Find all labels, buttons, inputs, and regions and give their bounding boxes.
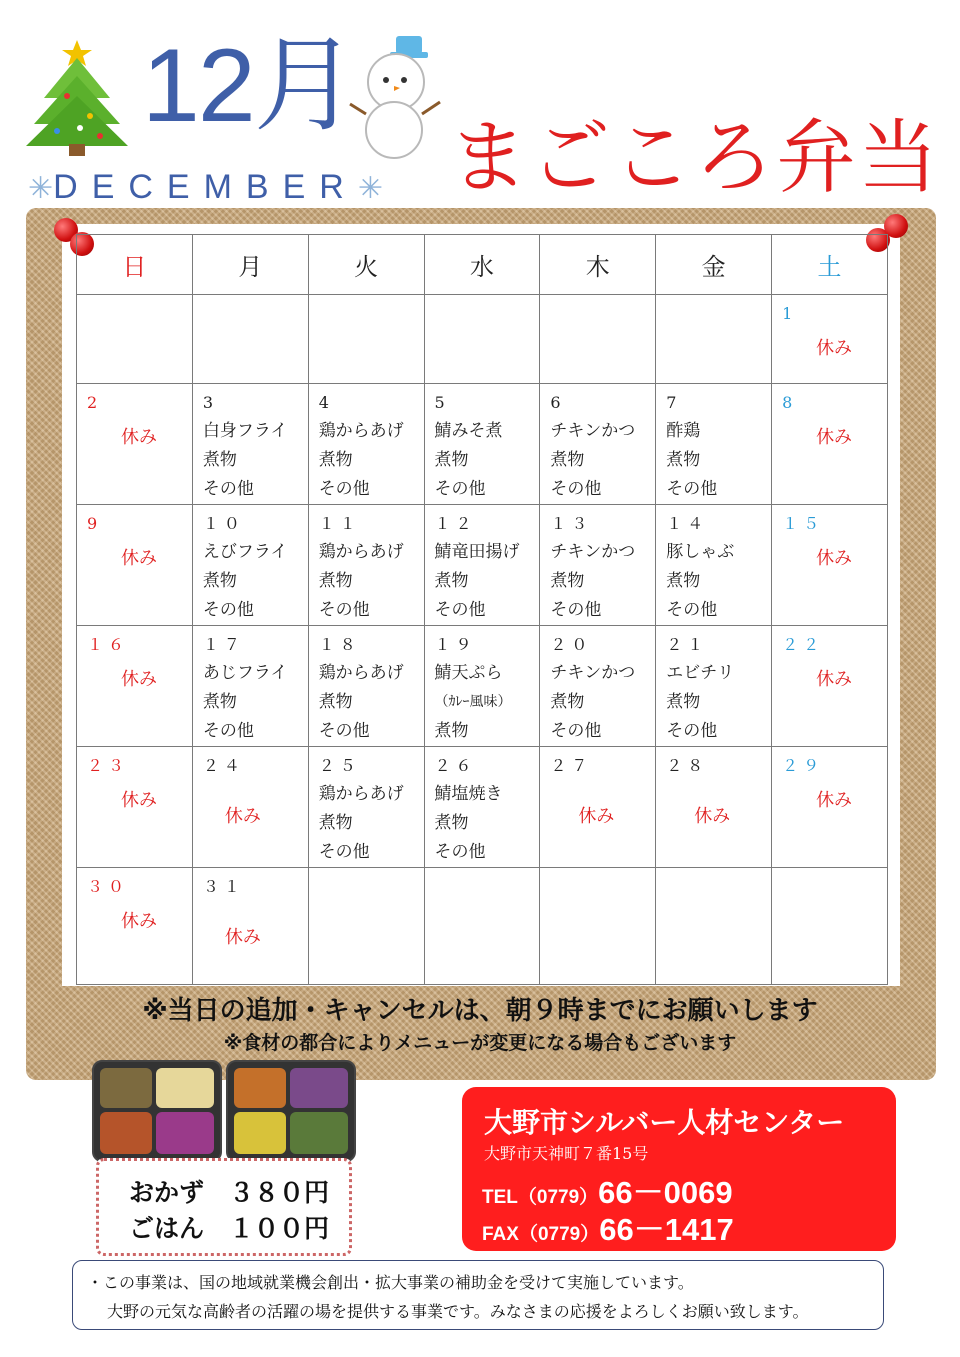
- menu-item: 煮物: [550, 692, 585, 712]
- day-number: ２２: [782, 635, 825, 654]
- day-number: １１: [318, 514, 361, 533]
- closed-label: 休み: [121, 669, 157, 690]
- snowflake-icon: ✳: [28, 172, 54, 205]
- weekday-1: 月: [192, 235, 308, 295]
- calendar-day-cell: [424, 747, 540, 868]
- snowman-icon: [344, 30, 444, 160]
- calendar-day-cell: [540, 295, 656, 384]
- calendar-day-cell: [192, 868, 308, 985]
- menu-item: 煮物: [202, 692, 237, 712]
- calendar-day-cell: [308, 295, 424, 384]
- menu-item: 煮物: [318, 813, 353, 833]
- calendar-day-cell: [77, 505, 193, 626]
- menu-item: その他: [318, 721, 370, 741]
- day-number: １５: [782, 514, 825, 533]
- day-number: ２５: [318, 756, 361, 775]
- calendar-day-cell: [656, 384, 772, 505]
- day-number: 6: [550, 393, 566, 412]
- info-line-1: ・この事業は、国の地域就業機会創出・拡大事業の補助金を受けて実施しています。: [87, 1273, 694, 1292]
- day-number: ３０: [87, 877, 130, 896]
- menu-item: 煮物: [434, 813, 469, 833]
- day-number: 4: [318, 393, 334, 412]
- closed-label: 休み: [694, 806, 731, 827]
- info-line-2: 大野の元気な高齢者の活躍の場を提供する事業です。みなさまの応援をよろしくお願い致します。: [107, 1302, 809, 1321]
- day-number: １９: [434, 635, 477, 654]
- fax-line: FAX（0779）66－1417: [482, 1212, 734, 1247]
- calendar-day-cell: [424, 295, 540, 384]
- menu-item: その他: [318, 479, 370, 499]
- day-number: １８: [318, 635, 361, 654]
- day-number: １７: [202, 635, 245, 654]
- calendar-day-cell: [540, 747, 656, 868]
- calendar-day-cell: [308, 505, 424, 626]
- calendar-day-cell: [192, 747, 308, 868]
- calendar-day-cell: [772, 384, 888, 505]
- calendar-day-cell: [656, 295, 772, 384]
- price-okazu: おかず ３８０円: [129, 1178, 330, 1207]
- menu-item: その他: [434, 479, 486, 499]
- calendar-day-cell: [192, 505, 308, 626]
- closed-label: 休み: [121, 427, 157, 448]
- menu-item: その他: [202, 600, 254, 620]
- menu-item: その他: [202, 479, 254, 499]
- menu-item: チキンかつ: [550, 421, 636, 441]
- day-number: ２４: [202, 756, 245, 775]
- calendar-week: [77, 868, 888, 985]
- menu-item: 鶏からあげ: [318, 542, 404, 562]
- menu-item: あじフライ: [202, 663, 288, 683]
- day-number: １４: [666, 514, 709, 533]
- program-info-box: [72, 1260, 884, 1330]
- closed-label: 休み: [816, 790, 853, 811]
- calendar-day-cell: [192, 384, 308, 505]
- price-gohan: ごはん １００円: [129, 1214, 330, 1243]
- snowflake-icon: ✳: [357, 172, 383, 205]
- weekday-6: 土: [772, 235, 888, 295]
- closed-label: 休み: [224, 927, 261, 948]
- menu-item: その他: [434, 600, 486, 620]
- menu-item: その他: [550, 600, 602, 620]
- closed-label: 休み: [578, 806, 615, 827]
- calendar-day-cell: [77, 626, 193, 747]
- calendar-day-cell: [656, 626, 772, 747]
- bento-photo-right: [226, 1060, 356, 1162]
- closed-label: 休み: [816, 427, 853, 448]
- calendar-day-cell: [424, 626, 540, 747]
- calendar-day-cell: [308, 626, 424, 747]
- calendar-day-cell: [656, 868, 772, 985]
- menu-item: 鯖みそ煮: [434, 421, 503, 441]
- calendar-day-cell: [772, 626, 888, 747]
- calendar-day-cell: [424, 384, 540, 505]
- weekday-3: 水: [424, 235, 540, 295]
- price-box: [96, 1158, 352, 1256]
- menu-item: 鶏からあげ: [318, 784, 404, 804]
- menu-item: その他: [318, 600, 370, 620]
- menu-item: 煮物: [666, 571, 701, 591]
- menu-item: 煮物: [318, 692, 353, 712]
- menu-item: 煮物: [318, 571, 353, 591]
- page-title: まごころ弁当: [448, 111, 940, 204]
- calendar-table: [76, 234, 888, 985]
- calendar-day-cell: [424, 505, 540, 626]
- closed-label: 休み: [816, 669, 853, 690]
- day-number: 9: [87, 514, 103, 533]
- closed-label: 休み: [121, 790, 157, 811]
- calendar-day-cell: [77, 384, 193, 505]
- day-number: 1: [782, 304, 798, 323]
- menu-item: 鶏からあげ: [318, 421, 404, 441]
- menu-item: その他: [434, 842, 486, 862]
- menu-item: チキンかつ: [550, 542, 636, 562]
- order-deadline-note: ※当日の追加・キャンセルは、朝９時までにお願いします: [142, 996, 818, 1026]
- closed-label: 休み: [816, 548, 853, 569]
- tel-number[interactable]: 66－0069: [598, 1175, 733, 1210]
- day-number: ２３: [87, 756, 130, 775]
- day-number: ２９: [782, 756, 825, 775]
- calendar-day-cell: [772, 868, 888, 985]
- menu-item: その他: [666, 479, 718, 499]
- calendar-day-cell: [540, 505, 656, 626]
- closed-label: 休み: [224, 806, 261, 827]
- calendar-week: [77, 384, 888, 505]
- calendar-day-cell: [540, 384, 656, 505]
- calendar-day-cell: [540, 868, 656, 985]
- menu-item: その他: [666, 721, 718, 741]
- calendar-day-cell: [540, 626, 656, 747]
- calendar-day-cell: [424, 868, 540, 985]
- weekday-4: 木: [540, 235, 656, 295]
- menu-item: 煮物: [202, 571, 237, 591]
- day-number: ２１: [666, 635, 709, 654]
- calendar-day-cell: [77, 295, 193, 384]
- month-heading: 12月: [142, 28, 356, 144]
- menu-item: チキンかつ: [550, 663, 636, 683]
- menu-item: 煮物: [666, 692, 701, 712]
- day-number: １２: [434, 514, 477, 533]
- menu-item: 白身フライ: [202, 421, 288, 441]
- menu-item: その他: [550, 479, 602, 499]
- calendar-day-cell: [656, 505, 772, 626]
- menu-item: 豚しゃぶ: [666, 542, 735, 562]
- menu-item: その他: [550, 721, 602, 741]
- calendar-day-cell: [308, 747, 424, 868]
- day-number: 7: [666, 393, 682, 412]
- day-number: １６: [87, 635, 130, 654]
- weekday-2: 火: [308, 235, 424, 295]
- menu-item: 煮物: [666, 450, 701, 470]
- contact-box: [462, 1087, 896, 1251]
- calendar-day-cell: [656, 747, 772, 868]
- weekday-header-row: [77, 235, 888, 295]
- calendar-day-cell: [77, 747, 193, 868]
- calendar-day-cell: [308, 868, 424, 985]
- calendar-day-cell: [772, 747, 888, 868]
- menu-item: その他: [666, 600, 718, 620]
- center-address: 大野市天神町７番15号: [484, 1144, 649, 1163]
- day-number: ２６: [434, 756, 477, 775]
- month-english: ✳DECEMBER✳: [28, 168, 383, 206]
- calendar-day-cell: [192, 626, 308, 747]
- menu-item: えびフライ: [202, 542, 288, 562]
- christmas-tree-icon: [22, 36, 132, 156]
- calendar-day-cell: [772, 295, 888, 384]
- day-number: ２８: [666, 756, 709, 775]
- calendar-body: [77, 295, 888, 985]
- day-number: 2: [87, 393, 103, 412]
- menu-item: 煮物: [434, 571, 469, 591]
- menu-item: エビチリ: [666, 663, 735, 683]
- center-name: 大野市シルバー人材センター: [484, 1106, 845, 1139]
- calendar-week: [77, 505, 888, 626]
- bento-photo-left: [92, 1060, 222, 1162]
- menu-item: （ｶﾚｰ風味）: [434, 694, 512, 710]
- menu-item: 鯖天ぷら: [434, 663, 503, 683]
- menu-item: 酢鶏: [666, 421, 701, 441]
- menu-item: 煮物: [202, 450, 237, 470]
- day-number: １３: [550, 514, 593, 533]
- weekday-5: 金: [656, 235, 772, 295]
- menu-item: 鶏からあげ: [318, 663, 404, 683]
- menu-item: 煮物: [550, 571, 585, 591]
- menu-item: 煮物: [550, 450, 585, 470]
- day-number: ３１: [202, 877, 245, 896]
- closed-label: 休み: [121, 548, 157, 569]
- menu-item: 煮物: [434, 721, 469, 741]
- menu-item: その他: [318, 842, 370, 862]
- fax-number: 66－1417: [599, 1212, 734, 1247]
- calendar-day-cell: [192, 295, 308, 384]
- closed-label: 休み: [816, 338, 853, 359]
- calendar-day-cell: [77, 868, 193, 985]
- day-number: 3: [202, 393, 219, 412]
- day-number: １０: [202, 514, 245, 533]
- calendar-day-cell: [772, 505, 888, 626]
- calendar-week: [77, 626, 888, 747]
- day-number: ２０: [550, 635, 593, 654]
- tel-line: TEL（0779）66－0069: [482, 1175, 733, 1210]
- calendar-day-cell: [308, 384, 424, 505]
- menu-item: その他: [202, 721, 254, 741]
- menu-item: 煮物: [434, 450, 469, 470]
- calendar-week: [77, 747, 888, 868]
- closed-label: 休み: [121, 911, 157, 932]
- calendar-week: [77, 295, 888, 384]
- day-number: ２７: [550, 756, 593, 775]
- menu-item: 鯖竜田揚げ: [434, 542, 520, 562]
- weekday-0: 日: [77, 235, 193, 295]
- day-number: 5: [434, 393, 450, 412]
- day-number: 8: [782, 393, 798, 412]
- menu-item: 煮物: [318, 450, 353, 470]
- menu-item: 鯖塩焼き: [434, 784, 503, 804]
- menu-change-note: ※食材の都合によりメニューが変更になる場合もございます: [223, 1032, 737, 1054]
